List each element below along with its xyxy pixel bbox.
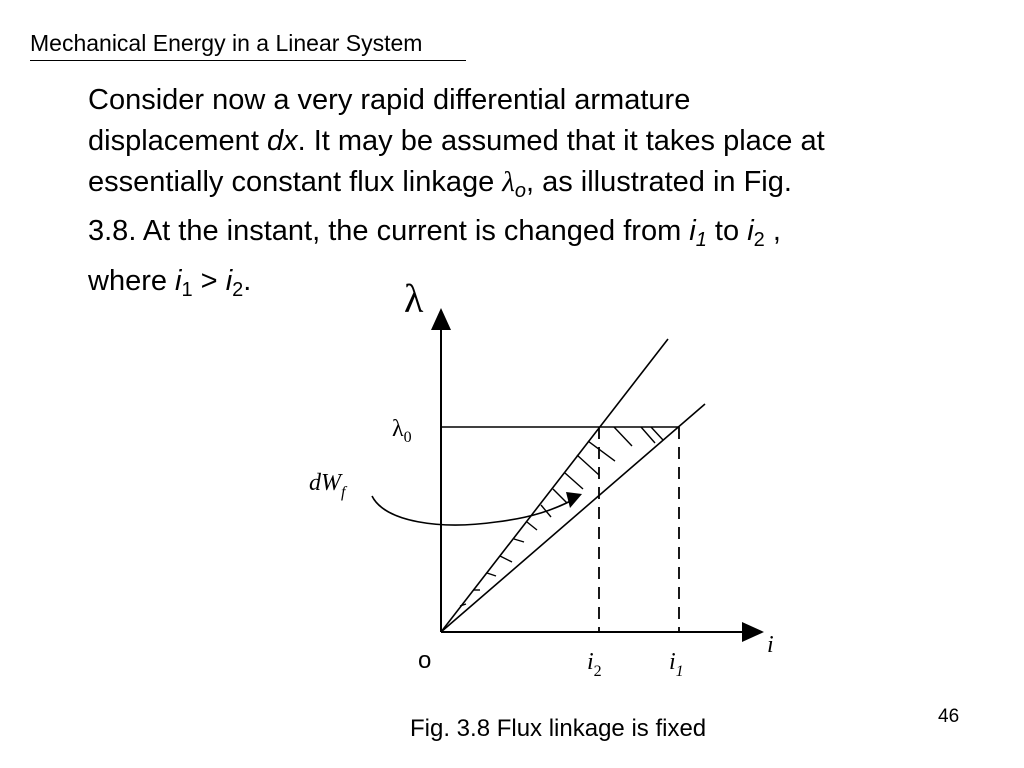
current-symbol: i (747, 215, 754, 248)
current-symbol: i (175, 265, 182, 298)
hatch-line (565, 473, 583, 489)
i-axis-label: i (767, 632, 774, 658)
current-subscript: 2 (232, 279, 244, 302)
x-axis-arrow (742, 622, 764, 642)
hatch-region (460, 427, 663, 606)
hatch-line (500, 556, 512, 562)
text-segment: displacement (88, 124, 267, 157)
slide-title: Mechanical Energy in a Linear System (30, 28, 466, 61)
dwf-pointer-arrow (372, 496, 578, 525)
i2-label (587, 649, 602, 680)
lambda-subscript: o (514, 179, 526, 202)
text-segment: . It may be assumed that it takes place at (297, 124, 825, 157)
hatch-line (553, 489, 567, 503)
page-number: 46 (938, 706, 960, 727)
hatch-line (614, 427, 632, 446)
lambda-symbol: λ (502, 165, 515, 198)
current-subscript: 2 (753, 229, 765, 252)
hatch-line (588, 441, 615, 461)
hatch-line (651, 427, 663, 440)
current-symbol: i (689, 215, 696, 248)
y-axis-arrow (431, 308, 451, 330)
lambda0-subscript: 0 (403, 429, 412, 446)
i1-subscript: 1 (675, 663, 684, 680)
i1-symbol: i (669, 649, 676, 675)
figure-caption: Fig. 3.8 Flux linkage is fixed (410, 715, 707, 742)
hatch-line (487, 573, 496, 576)
body-line-1: Consider now a very rapid differential armature (88, 84, 691, 116)
origin-label: o (418, 647, 432, 674)
lambda0-label (392, 416, 412, 446)
current-subscript: 1 (695, 229, 707, 252)
text-segment: , as illustrated in Fig. (525, 165, 792, 198)
text-segment: where (88, 265, 176, 298)
dwf-symbol: dW (309, 470, 341, 496)
i2-subscript: 2 (593, 663, 602, 680)
hatch-line (514, 539, 524, 542)
text-segment: , (764, 215, 781, 248)
lower-curve (441, 404, 705, 632)
dwf-label (309, 470, 348, 501)
text-segment: to (706, 215, 748, 248)
hatch-line (577, 455, 599, 475)
lambda-axis-label: λ (404, 276, 424, 321)
dwf-subscript: f (341, 484, 346, 501)
dwf-arrow-head (566, 492, 582, 508)
dx-symbol: dx (266, 124, 298, 157)
lambda0-symbol: λ (392, 416, 404, 442)
hatch-line (527, 522, 537, 530)
i2-symbol: i (587, 649, 594, 675)
text-segment: 3.8. At the instant, the current is changed from (88, 215, 690, 248)
upper-curve (441, 339, 668, 632)
text-segment: . (243, 265, 252, 298)
hatch-line (460, 604, 466, 606)
i1-label (669, 649, 684, 680)
current-subscript: 1 (181, 279, 193, 302)
current-symbol: i (225, 265, 233, 298)
text-segment: > (192, 265, 226, 298)
text-segment: essentially constant flux linkage (88, 165, 503, 198)
